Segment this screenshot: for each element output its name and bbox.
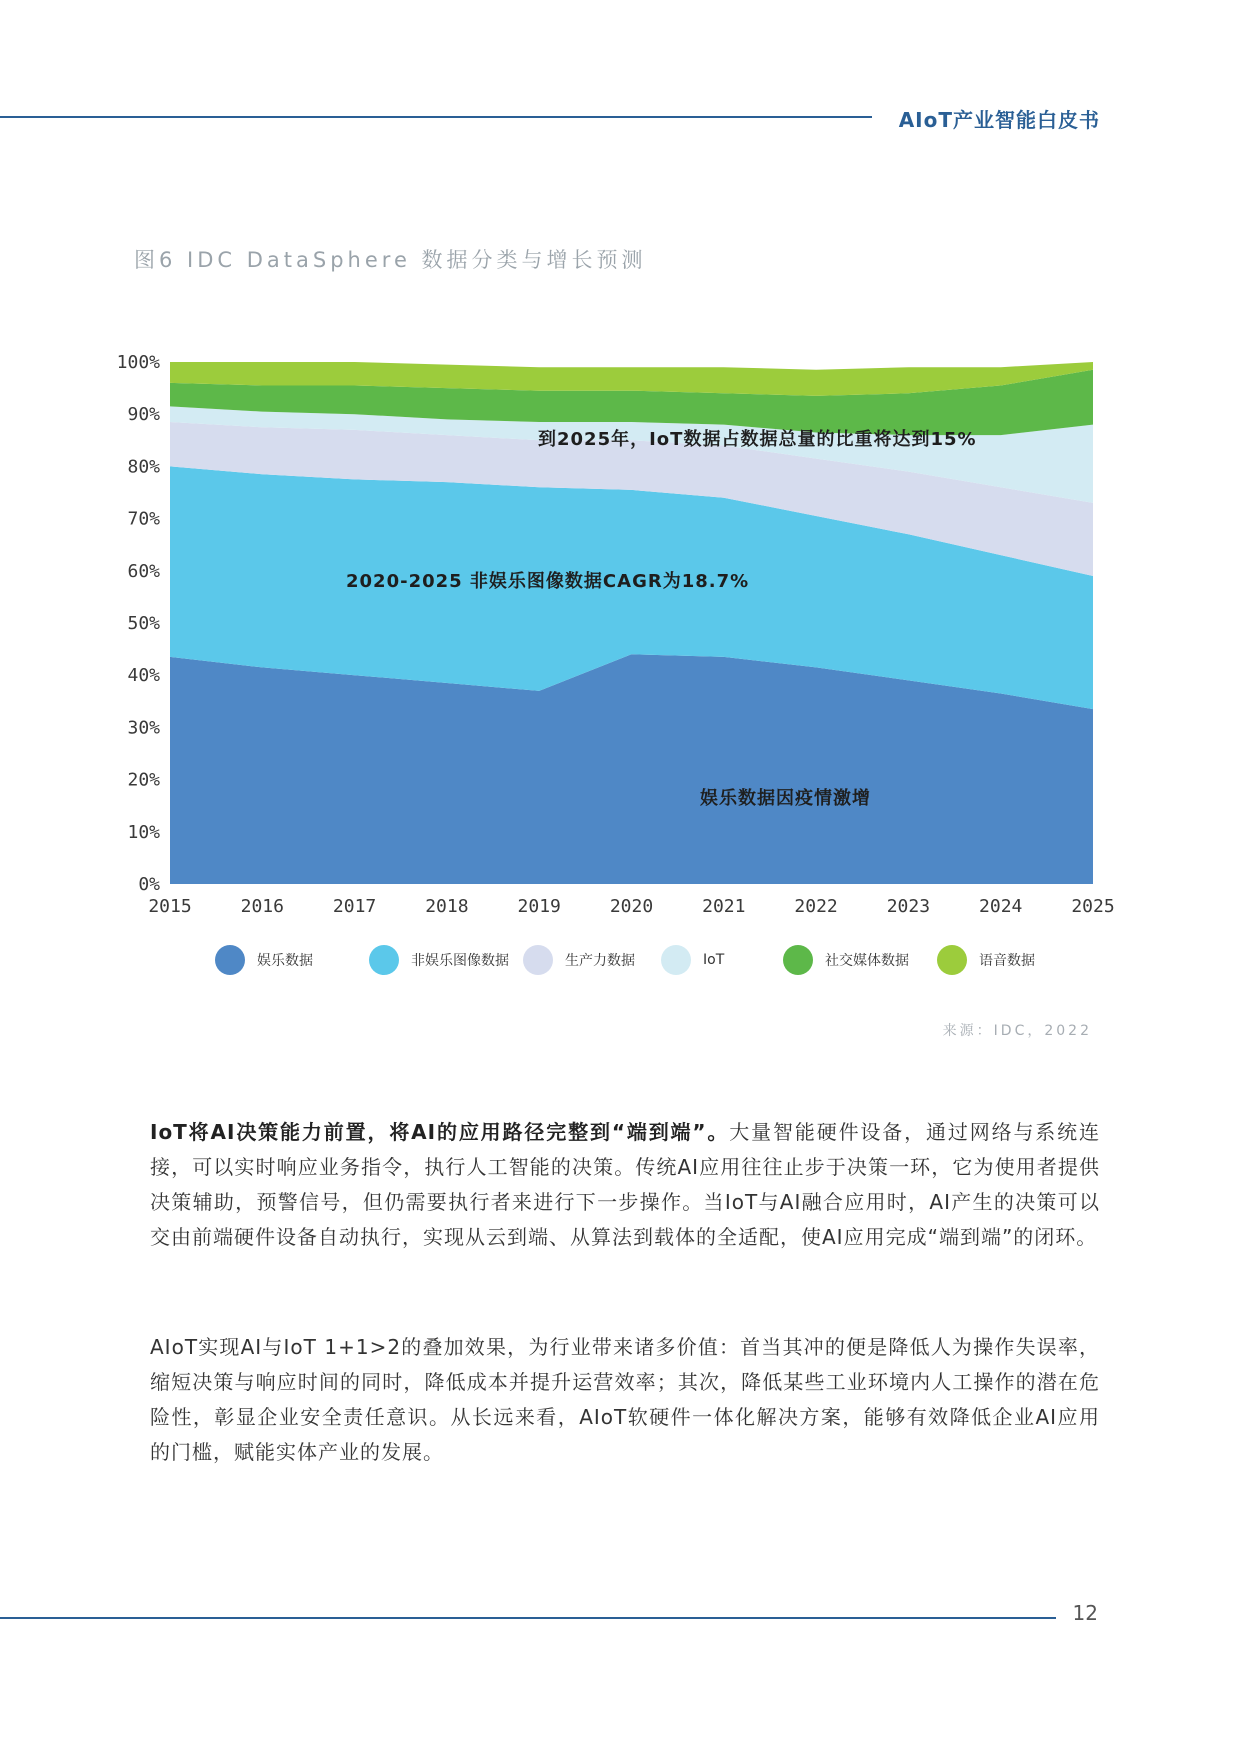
- figure-caption: 图6 IDC DataSphere 数据分类与增长预测: [134, 248, 647, 272]
- paragraph-1-lead: IoT将AI决策能力前置，将AI的应用路径完整到“端到端”。: [150, 1120, 730, 1144]
- legend-item: [783, 945, 937, 975]
- page-number: 12: [1072, 1601, 1098, 1625]
- y-tick-label: 20%: [127, 769, 160, 791]
- x-tick-label: 2023: [886, 896, 931, 917]
- paragraph-1: [150, 1115, 1100, 1255]
- legend-swatch: [661, 945, 691, 975]
- y-tick-label: 50%: [127, 613, 160, 634]
- y-tick-label: 80%: [127, 456, 160, 478]
- legend-label: 语音数据: [979, 953, 1035, 969]
- x-axis-ticks: [148, 896, 1114, 917]
- legend-swatch: [523, 945, 553, 975]
- y-tick-label: 10%: [127, 821, 160, 843]
- annotation-entertainment-surge: 娱乐数据因疫情激增: [700, 788, 871, 809]
- legend-label: 生产力数据: [565, 953, 635, 969]
- x-tick-label: 2021: [702, 896, 746, 917]
- legend-label: 社交媒体数据: [825, 953, 909, 969]
- annotation-iot-share: 到2025年，IoT数据占数据总量的比重将达到15%: [538, 429, 977, 450]
- header-title: AIoT产业智能白皮书: [898, 108, 1100, 132]
- annotation-cagr: 2020-2025 非娱乐图像数据CAGR为18.7%: [346, 571, 750, 592]
- paragraph-2: AIoT实现AI与IoT 1+1>2的叠加效果，为行业带来诸多价值：首当其冲的便是降低人为操作失误率，缩短决策与响应时间的同时，降低成本并提升运营效率；其次，降低某些工业环境内人工操作的潜在危险性，彰显企业安全责任意识。从长远来看，AIoT软硬件一体化解决方案，能够有效降低企业AI应用的门槛，赋能实体产业的发展。: [150, 1335, 1100, 1464]
- legend-label: IoT: [703, 952, 725, 968]
- y-tick-label: 40%: [127, 665, 160, 687]
- y-tick-label: 0%: [138, 874, 160, 895]
- legend-swatch: [215, 945, 245, 975]
- x-tick-label: 2017: [332, 896, 377, 917]
- legend-swatch: [937, 945, 967, 975]
- paragraph-1-rest: 大量智能硬件设备，通过网络与系统连接，可以实时响应业务指令，执行人工智能的决策。传统AI应用往往止步于决策一环，它为使用者提供决策辅助，预警信号，但仍需要执行者来进行下一步操作。当IoT与AI融合应用时，AI产生的决策可以交由前端硬件设备自动执行，实现从云到端、从算法到载体的全适配，使AI应用完成“端到端”的闭环。: [150, 1120, 1101, 1249]
- x-tick-label: 2019: [517, 896, 561, 917]
- y-tick-label: 70%: [127, 508, 160, 530]
- legend-swatch: [369, 945, 399, 975]
- legend-item: [215, 945, 369, 975]
- legend-item: [369, 945, 523, 975]
- y-tick-label: 30%: [127, 717, 160, 739]
- y-axis-ticks: [117, 352, 161, 895]
- x-tick-label: 2016: [240, 896, 284, 917]
- legend-label: 非娱乐图像数据: [411, 953, 509, 969]
- legend-swatch: [783, 945, 813, 975]
- area-series-0: [170, 654, 1093, 884]
- x-tick-label: 2020: [609, 896, 654, 917]
- legend-label: 娱乐数据: [257, 953, 313, 969]
- chart-legend: [215, 942, 1115, 978]
- legend-item: [937, 945, 1077, 975]
- x-tick-label: 2018: [425, 896, 469, 917]
- y-tick-label: 90%: [127, 404, 160, 426]
- figure-source: 来源：IDC，2022: [942, 1023, 1092, 1039]
- x-tick-label: 2015: [148, 896, 192, 917]
- legend-item: [661, 945, 783, 975]
- y-tick-label: 100%: [116, 352, 160, 373]
- x-tick-label: 2024: [979, 896, 1023, 917]
- x-tick-label: 2022: [794, 896, 838, 917]
- x-tick-label: 2025: [1071, 896, 1115, 917]
- legend-item: [523, 945, 661, 975]
- footer-rule: [0, 1617, 1056, 1619]
- y-tick-label: 60%: [127, 560, 160, 582]
